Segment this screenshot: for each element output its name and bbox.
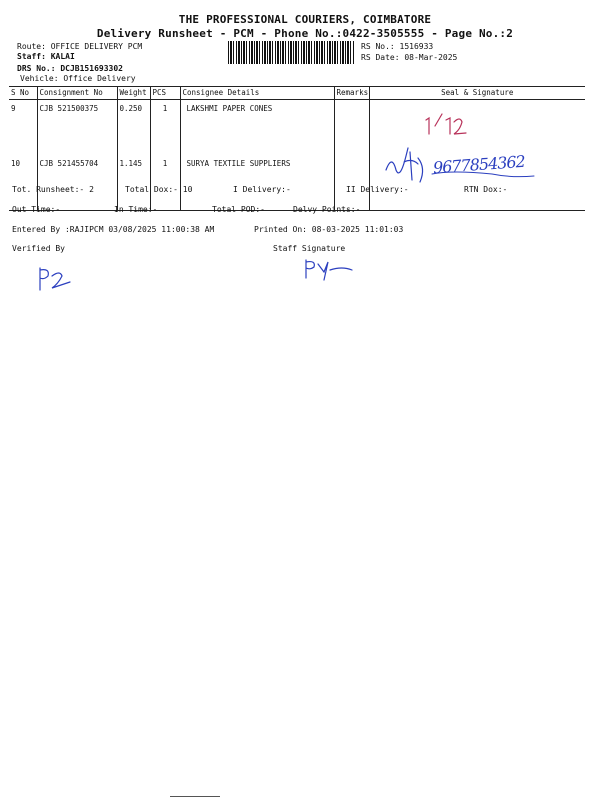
cell-weight: 0.250 <box>117 100 150 156</box>
entered-by: Entered By :RAJIPCM 03/08/2025 11:00:38 AM <box>12 225 215 234</box>
cell-consignment: CJB 521500375 <box>37 100 117 156</box>
runsheet-subtitle: Delivery Runsheet - PCM - Phone No.:0422-3505555 - Page No.:2 <box>96 27 514 40</box>
route-label: Route: OFFICE DELIVERY PCM <box>17 42 143 51</box>
tot-runsheet: Tot. Runsheet:- 2 <box>12 185 94 194</box>
cell-consignment: CJB 521455704 <box>37 155 117 211</box>
drs-number: DRS No.: DCJB151693302 <box>17 64 123 73</box>
cell-consignee: SURYA TEXTILE SUPPLIERS <box>180 155 334 211</box>
col-weight: Weight <box>117 87 150 100</box>
staff-signature-mark <box>298 254 358 284</box>
col-remarks: Remarks <box>334 87 369 100</box>
verified-by-label: Verified By <box>12 244 65 253</box>
verified-by-signature <box>34 262 78 294</box>
i-delivery: I Delivery:- <box>233 185 291 194</box>
vehicle-label: Vehicle: Office Delivery <box>20 74 136 83</box>
col-pcs: PCS <box>150 87 180 100</box>
cell-consignee: LAKSHMI PAPER CONES <box>180 100 334 156</box>
col-seal-signature: Seal & Signature <box>369 87 585 100</box>
bottom-scan-mark <box>170 796 220 797</box>
barcode-image <box>228 41 355 64</box>
staff-signature-label: Staff Signature <box>273 244 346 253</box>
col-consignment: Consignment No <box>37 87 117 100</box>
cell-remarks <box>334 155 369 211</box>
delvy-points: Delvy Points:- <box>293 205 361 214</box>
in-time: In Time:- <box>114 205 158 214</box>
ii-delivery: II Delivery:- <box>346 185 409 194</box>
cell-pcs: 1 <box>150 155 180 211</box>
col-sno: S No <box>9 87 37 100</box>
rs-number: RS No.: 1516933 <box>361 42 434 51</box>
rs-date: RS Date: 08-Mar-2025 <box>361 53 458 62</box>
total-dox: Total Dox:- 10 <box>125 185 193 194</box>
staff-label: Staff: KALAI <box>17 52 75 61</box>
col-consignee: Consignee Details <box>180 87 334 100</box>
total-pod: Total POD:- <box>212 205 265 214</box>
cell-pcs: 1 <box>150 100 180 156</box>
cell-sno: 9 <box>9 100 37 156</box>
row10-handwritten-phone: 9677854362 <box>432 151 526 178</box>
cell-sno: 10 <box>9 155 37 211</box>
printed-on: Printed On: 08-03-2025 11:01:03 <box>254 225 404 234</box>
out-time: Out Time:- <box>12 205 61 214</box>
company-title: THE PROFESSIONAL COURIERS, COIMBATORE <box>178 13 432 26</box>
table-header-row <box>9 87 585 100</box>
cell-weight: 1.145 <box>117 155 150 211</box>
cell-remarks <box>334 100 369 156</box>
rtn-dox: RTN Dox:- <box>464 185 508 194</box>
row9-handwritten-signature <box>420 108 470 140</box>
